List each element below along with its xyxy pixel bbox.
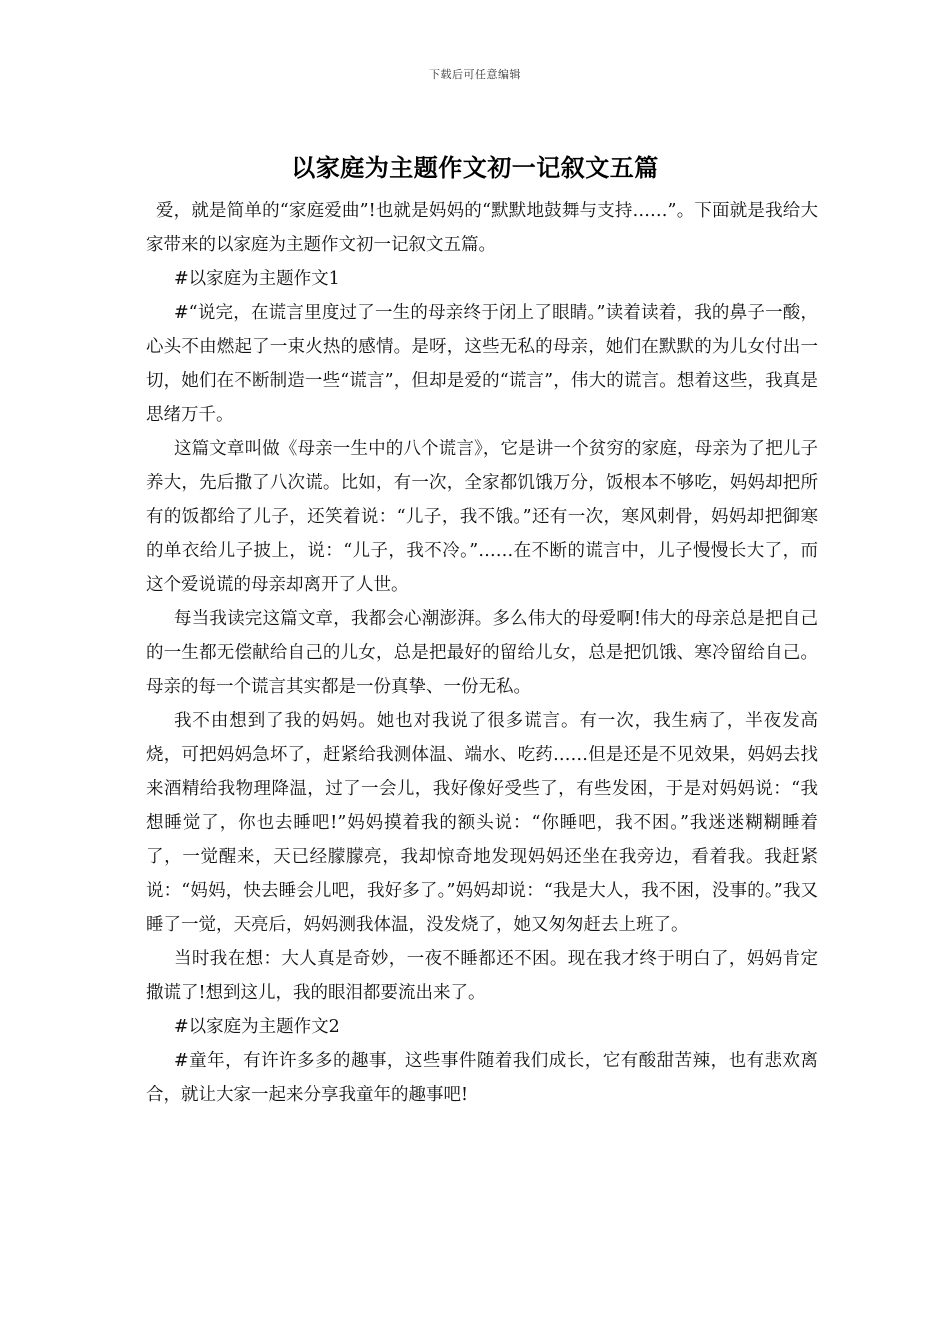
essay1-paragraph-1: #“说完，在谎言里度过了一生的母亲终于闭上了眼睛。”读着读着，我的鼻子一酸，心头不由燃起了一束火热的感情。是呀，这些无私的母亲，她们在默默的为儿女付出一切，她们在不断制造一些“谎言”，但却是爱的“谎言”，伟大的谎言。想着这些，我真是思绪万千。: [146, 303, 818, 425]
header-note: 下载后可任意编辑: [429, 68, 521, 81]
essay1-paragraph-4: 我不由想到了我的妈妈。她也对我说了很多谎言。有一次，我生病了，半夜发高烧，可把妈妈急坏了，赶紧给我测体温、端水、吃药……但是还是不见效果，妈妈去找来酒精给我物理降温，过了一会儿，我好像好受些了，有些发困，于是对妈妈说：“我想睡觉了，你也去睡吧!”妈妈摸着我的额头说：“你睡吧，我不困。”我迷迷糊糊睡着了，一觉醒来，天已经朦朦亮，我却惊奇地发现妈妈还坐在我旁边，看着我。我赶紧说：“妈妈，快去睡会儿吧，我好多了。”妈妈却说：“我是大人，我不困，没事的。”我又睡了一觉，天亮后，妈妈测我体温，没发烧了，她又匆匆赶去上班了。: [146, 711, 818, 935]
section-heading-2: #以家庭为主题作文2: [174, 1017, 340, 1037]
intro-paragraph: 爱，就是简单的“家庭爱曲”!也就是妈妈的“默默地鼓舞与支持……”。下面就是我给大家带来的以家庭为主题作文初一记叙文五篇。: [146, 201, 818, 255]
section-heading-1: #以家庭为主题作文1: [174, 269, 340, 289]
document-body: [146, 194, 818, 1112]
essay1-paragraph-5: 当时我在想：大人真是奇妙，一夜不睡都还不困。现在我才终于明白了，妈妈肯定撒谎了!想到这儿，我的眼泪都要流出来了。: [146, 949, 818, 1003]
essay2-paragraph-1: #童年，有许许多多的趣事，这些事件随着我们成长，它有酸甜苦辣，也有悲欢离合，就让大家一起来分享我童年的趣事吧!: [146, 1051, 818, 1105]
essay1-paragraph-3: 每当我读完这篇文章，我都会心潮澎湃。多么伟大的母爱啊!伟大的母亲总是把自己的一生都无偿献给自己的儿女，总是把最好的留给儿女，总是把饥饿、寒冷留给自己。母亲的每一个谎言其实都是一份真挚、一份无私。: [146, 609, 818, 697]
essay1-paragraph-2: 这篇文章叫做《母亲一生中的八个谎言》，它是讲一个贫穷的家庭，母亲为了把儿子养大，先后撒了八次谎。比如，有一次，全家都饥饿万分，饭根本不够吃，妈妈却把所有的饭都给了儿子，还笑着说：“儿子，我不饿。”还有一次，寒风刺骨，妈妈却把御寒的单衣给儿子披上，说：“儿子，我不冷。”……在不断的谎言中，儿子慢慢长大了，而这个爱说谎的母亲却离开了人世。: [146, 439, 818, 595]
document-title: 以家庭为主题作文初一记叙文五篇: [291, 153, 659, 182]
